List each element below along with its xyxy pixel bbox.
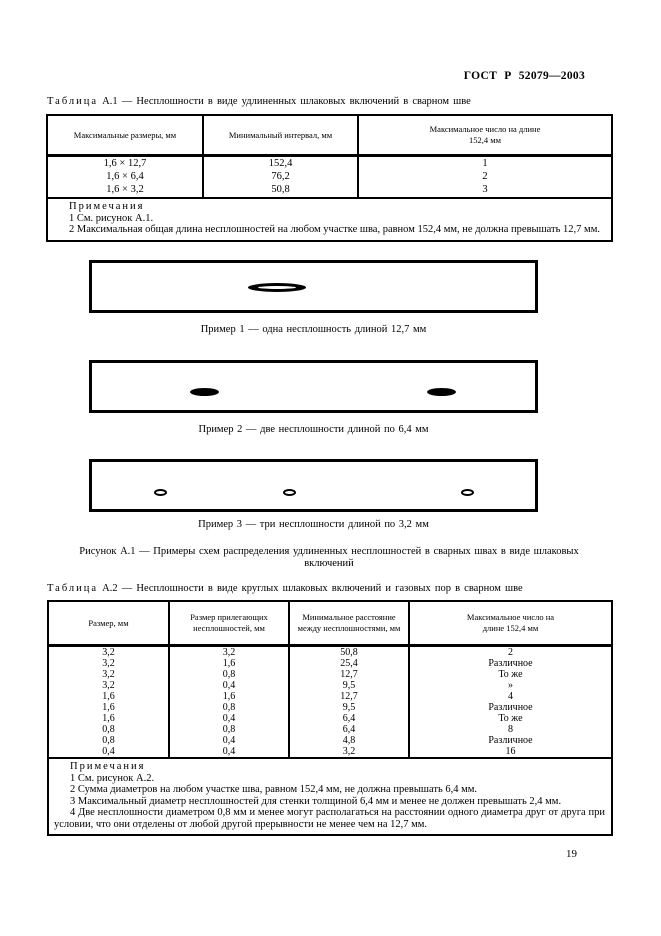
- weld-seam-diagram-2: [89, 360, 538, 413]
- table-cell: [409, 646, 612, 759]
- table-a1-notes-row: [47, 198, 612, 241]
- cell-line: Различное: [488, 658, 533, 669]
- standard-reference: ГОСТ Р 52079—2003: [463, 70, 585, 82]
- table-a2: [47, 600, 613, 836]
- cell-line: 3,2: [102, 669, 115, 680]
- cell-line: 0,4: [222, 746, 236, 757]
- cell-line: 8: [508, 724, 513, 735]
- table-a2-title: [47, 583, 611, 595]
- table-cell: [47, 156, 203, 199]
- table-row: [48, 646, 612, 759]
- cell-line: 16: [505, 746, 516, 757]
- weld-seam-diagram-1: [89, 260, 538, 313]
- example-1-caption: Пример 1 — одна несплошность длиной 12,7 мм: [200, 324, 427, 335]
- cell-line: 2: [508, 647, 513, 658]
- cell-line: 12,7: [340, 691, 358, 702]
- defect-mark-small: [461, 489, 474, 496]
- note-item: 3 Максимальный диаметр несплошностей для стенки толщиной 6,4 мм и менее не должен превышать 2,4 мм.: [70, 795, 562, 807]
- cell-line: 6,4: [342, 713, 356, 724]
- cell-line: 1,6: [102, 713, 115, 724]
- note-item: 2 Максимальная общая длина несплошностей на любом участке шва, равном 152,4 мм, не должна превышать 12,7 мм.: [69, 224, 600, 235]
- table-a2-header-row: [48, 601, 612, 646]
- cell-line: 50,8: [340, 647, 358, 658]
- column-header: [409, 601, 612, 646]
- page-number: 19: [566, 848, 577, 860]
- table-a1-ref: А.1: [102, 96, 118, 107]
- cell-line: 0,8: [222, 669, 236, 680]
- cell-line: 152,4: [268, 158, 293, 169]
- cell-line: 0,4: [102, 746, 115, 757]
- defect-mark-small: [283, 489, 296, 496]
- notes-title: Примечания: [69, 201, 145, 212]
- table-row: [47, 156, 612, 199]
- table-a2-ref: А.2: [102, 583, 118, 594]
- cell-line: 3,2: [342, 746, 356, 757]
- column-header: Минимальное расстояние между несплошностями, мм: [289, 601, 409, 646]
- cell-line: 0,8: [222, 724, 236, 735]
- cell-line: То же: [498, 713, 523, 724]
- cell-line: 0,8: [102, 724, 115, 735]
- column-header: Минимальный интервал, мм: [203, 115, 358, 156]
- defect-mark-medium: [190, 388, 219, 396]
- table-a1-notes: [47, 198, 612, 241]
- figure-a1-caption: [47, 546, 611, 569]
- cell-line: 76,2: [271, 171, 290, 182]
- cell-line: 2: [482, 171, 488, 182]
- note-item: 4 Две несплошности диаметром 0,8 мм и менее могут располагаться на расстоянии одного диаметра друг от друга при условии, что они отделены от любой другой прерывности не менее чем на 12,7 мм.: [54, 807, 605, 830]
- example-3-caption: Пример 3 — три несплошности длиной по 3,2 мм: [198, 519, 429, 530]
- column-header: Размер прилегающих несплошностей, мм: [169, 601, 289, 646]
- defect-mark-long: [248, 283, 306, 292]
- note-item: 2 Сумма диаметров на любом участке шва, равном 152,4 мм, не должна превышать 6,4 мм.: [70, 784, 478, 795]
- table-a1-header-row: [47, 115, 612, 156]
- table-a1-label: Таблица: [47, 96, 99, 107]
- cell-line: 1,6: [222, 691, 236, 702]
- cell-line: 3,2: [102, 680, 115, 691]
- cell-line: 4,8: [342, 735, 356, 746]
- column-header: [358, 115, 612, 156]
- table-cell: [358, 156, 612, 199]
- cell-line: 1: [482, 158, 488, 169]
- cell-line: »: [508, 680, 513, 691]
- column-header-text: Максимальное число на длине 152,4 мм: [429, 124, 541, 145]
- figure-a1-caption-line2: включений: [304, 557, 354, 569]
- table-cell: [289, 646, 409, 759]
- cell-line: 3,2: [102, 658, 115, 669]
- column-header: Размер, мм: [48, 601, 169, 646]
- table-a2-label: Таблица: [47, 583, 99, 594]
- cell-line: 9,5: [342, 680, 356, 691]
- cell-line: Различное: [488, 735, 533, 746]
- cell-line: 0,8: [102, 735, 115, 746]
- table-a1-title-text: — Несплошности в виде удлиненных шлаковых включений в сварном шве: [121, 96, 471, 107]
- table-a2-notes: [48, 758, 612, 835]
- weld-seam-diagram-3: [89, 459, 538, 512]
- table-a2-notes-row: [48, 758, 612, 835]
- table-cell: [203, 156, 358, 199]
- table-cell: [48, 646, 169, 759]
- cell-line: 1,6: [222, 658, 236, 669]
- table-a1: [46, 114, 613, 242]
- note-item: 1 См. рисунок А.2.: [70, 772, 155, 784]
- defect-mark-medium: [427, 388, 456, 396]
- cell-line: 0,4: [222, 680, 236, 691]
- table-cell: [169, 646, 289, 759]
- column-header: Максимальные размеры, мм: [47, 115, 203, 156]
- cell-line: 1,6 × 6,4: [106, 171, 144, 182]
- cell-line: 3: [482, 184, 488, 195]
- cell-line: 6,4: [342, 724, 356, 735]
- cell-line: 1,6 × 3,2: [106, 184, 144, 195]
- note-item: 1 См. рисунок А.1.: [69, 212, 154, 224]
- cell-line: 0,8: [222, 702, 236, 713]
- cell-line: 3,2: [222, 647, 236, 658]
- defect-core: [258, 286, 296, 289]
- cell-line: 1,6: [102, 702, 115, 713]
- defect-mark-small: [154, 489, 167, 496]
- figure-a1-caption-line1: Рисунок А.1 — Примеры схем распределения удлиненных несплошностей в сварных швах в виде шлаковых: [79, 546, 579, 557]
- cell-line: 0,4: [222, 713, 236, 724]
- notes-title: Примечания: [70, 761, 146, 772]
- example-2-caption: Пример 2 — две несплошности длиной по 6,4 мм: [198, 424, 429, 435]
- cell-line: 9,5: [342, 702, 356, 713]
- cell-line: 1,6 × 12,7: [103, 158, 147, 169]
- cell-line: 50,8: [271, 184, 290, 195]
- column-header-text: Максимальное число на длине 152,4 мм: [466, 612, 555, 633]
- cell-line: 4: [508, 691, 513, 702]
- cell-line: 0,4: [222, 735, 236, 746]
- table-a1-title: [47, 96, 611, 108]
- cell-line: Различное: [488, 702, 533, 713]
- cell-line: 1,6: [102, 691, 115, 702]
- cell-line: То же: [498, 669, 523, 680]
- cell-line: 12,7: [340, 669, 358, 680]
- cell-line: 25,4: [340, 658, 358, 669]
- cell-line: 3,2: [102, 647, 115, 658]
- table-a2-title-text: — Несплошности в виде круглых шлаковых включений и газовых пор в сварном шве: [121, 583, 523, 594]
